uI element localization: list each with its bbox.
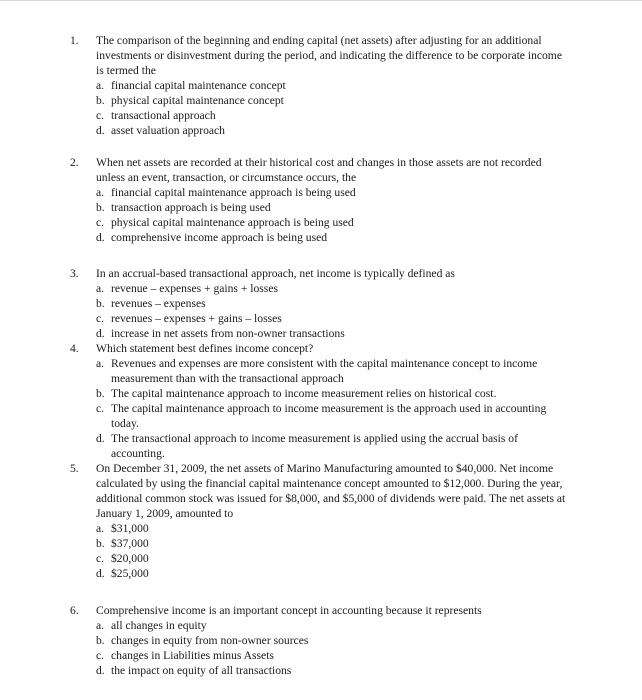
option-b xyxy=(96,296,570,311)
option-letter: d. xyxy=(96,567,105,580)
option-text: revenues – expenses + gains – losses xyxy=(111,312,282,325)
option-b xyxy=(96,633,570,648)
option-d xyxy=(96,230,570,245)
question-text: The comparison of the beginning and ending capital (net assets) after adjusting for an additional investments or disinvestment during the period, and indicating the difference to be corporate income is termed the xyxy=(96,34,562,77)
question-4 xyxy=(70,341,570,461)
option-a xyxy=(96,521,570,536)
option-letter: b. xyxy=(96,387,105,400)
option-c xyxy=(96,108,570,123)
option-text: changes in Liabilities minus Assets xyxy=(111,649,274,662)
question-text: On December 31, 2009, the net assets of Marino Manufacturing amounted to $40,000. Net income calculated by using the financial capital maintenance concept amounted to $12,000. During the year, additional common stock was issued for $8,000, and $5,000 of dividends were paid. The net assets at January 1, 2009, amounted to xyxy=(96,462,566,520)
option-d xyxy=(96,123,570,138)
question-text: Which statement best defines income concept? xyxy=(96,342,314,355)
option-c xyxy=(96,215,570,230)
option-letter: a. xyxy=(96,186,105,199)
question-number: 6. xyxy=(70,604,79,617)
option-text: revenues – expenses xyxy=(111,297,206,310)
option-d xyxy=(96,566,570,581)
option-a xyxy=(96,356,570,386)
option-text: $37,000 xyxy=(111,537,149,550)
option-letter: b. xyxy=(96,201,105,214)
question-text: In an accrual-based transactional approach, net income is typically defined as xyxy=(96,267,455,280)
option-letter: b. xyxy=(96,537,105,550)
option-text: Revenues and expenses are more consistent with the capital maintenance concept to income measurement than with the transactional approach xyxy=(111,357,538,385)
option-text: transaction approach is being used xyxy=(111,201,271,214)
option-letter: b. xyxy=(96,94,105,107)
option-c xyxy=(96,648,570,663)
option-a xyxy=(96,78,570,93)
option-letter: b. xyxy=(96,297,105,310)
question-text: Comprehensive income is an important concept in accounting because it represents xyxy=(96,604,482,617)
option-letter: c. xyxy=(96,402,105,415)
option-text: The capital maintenance approach to income measurement is the approach used in accounting today. xyxy=(111,402,547,430)
option-letter: a. xyxy=(96,79,105,92)
option-b xyxy=(96,93,570,108)
option-text: increase in net assets from non-owner transactions xyxy=(111,327,345,340)
option-text: $25,000 xyxy=(111,567,149,580)
option-b xyxy=(96,386,570,401)
question-1 xyxy=(70,33,570,138)
option-c xyxy=(96,551,570,566)
option-text: revenue – expenses + gains + losses xyxy=(111,282,278,295)
option-d xyxy=(96,431,570,461)
option-letter: c. xyxy=(96,216,105,229)
option-text: physical capital maintenance approach is being used xyxy=(111,216,354,229)
option-a xyxy=(96,618,570,633)
question-number: 4. xyxy=(70,342,79,355)
question-number: 5. xyxy=(70,462,79,475)
option-letter: a. xyxy=(96,522,105,535)
option-text: asset valuation approach xyxy=(111,124,225,137)
option-b xyxy=(96,200,570,215)
option-letter: c. xyxy=(96,552,105,565)
question-number: 1. xyxy=(70,34,79,47)
option-letter: a. xyxy=(96,619,105,632)
option-letter: a. xyxy=(96,282,105,295)
option-text: financial capital maintenance concept xyxy=(111,79,286,92)
option-text: $31,000 xyxy=(111,522,149,535)
question-number: 2. xyxy=(70,156,79,169)
option-a xyxy=(96,185,570,200)
option-letter: c. xyxy=(96,312,105,325)
option-a xyxy=(96,281,570,296)
question-text: When net assets are recorded at their historical cost and changes in those assets are not recorded unless an event, transaction, or circumstance occurs, the xyxy=(96,156,542,184)
question-2 xyxy=(70,155,570,245)
option-text: comprehensive income approach is being used xyxy=(111,231,328,244)
option-d xyxy=(96,663,570,678)
question-5 xyxy=(70,461,570,581)
question-3 xyxy=(70,266,570,341)
option-b xyxy=(96,536,570,551)
option-text: The transactional approach to income measurement is applied using the accrual basis of accounting. xyxy=(111,432,518,460)
option-text: the impact on equity of all transactions xyxy=(111,664,292,677)
option-letter: a. xyxy=(96,357,105,370)
option-text: financial capital maintenance approach is being used xyxy=(111,186,356,199)
option-letter: d. xyxy=(96,664,105,677)
option-text: physical capital maintenance concept xyxy=(111,94,284,107)
option-letter: d. xyxy=(96,124,105,137)
option-c xyxy=(96,311,570,326)
option-letter: c. xyxy=(96,109,105,122)
option-d xyxy=(96,326,570,341)
option-letter: c. xyxy=(96,649,105,662)
option-letter: d. xyxy=(96,327,105,340)
option-letter: d. xyxy=(96,432,105,445)
option-letter: d. xyxy=(96,231,105,244)
option-text: all changes in equity xyxy=(111,619,207,632)
question-number: 3. xyxy=(70,267,79,280)
option-text: The capital maintenance approach to income measurement relies on historical cost. xyxy=(111,387,497,400)
option-text: changes in equity from non-owner sources xyxy=(111,634,309,647)
option-letter: b. xyxy=(96,634,105,647)
option-c xyxy=(96,401,570,431)
option-text: transactional approach xyxy=(111,109,216,122)
option-text: $20,000 xyxy=(111,552,149,565)
question-6 xyxy=(70,603,570,678)
